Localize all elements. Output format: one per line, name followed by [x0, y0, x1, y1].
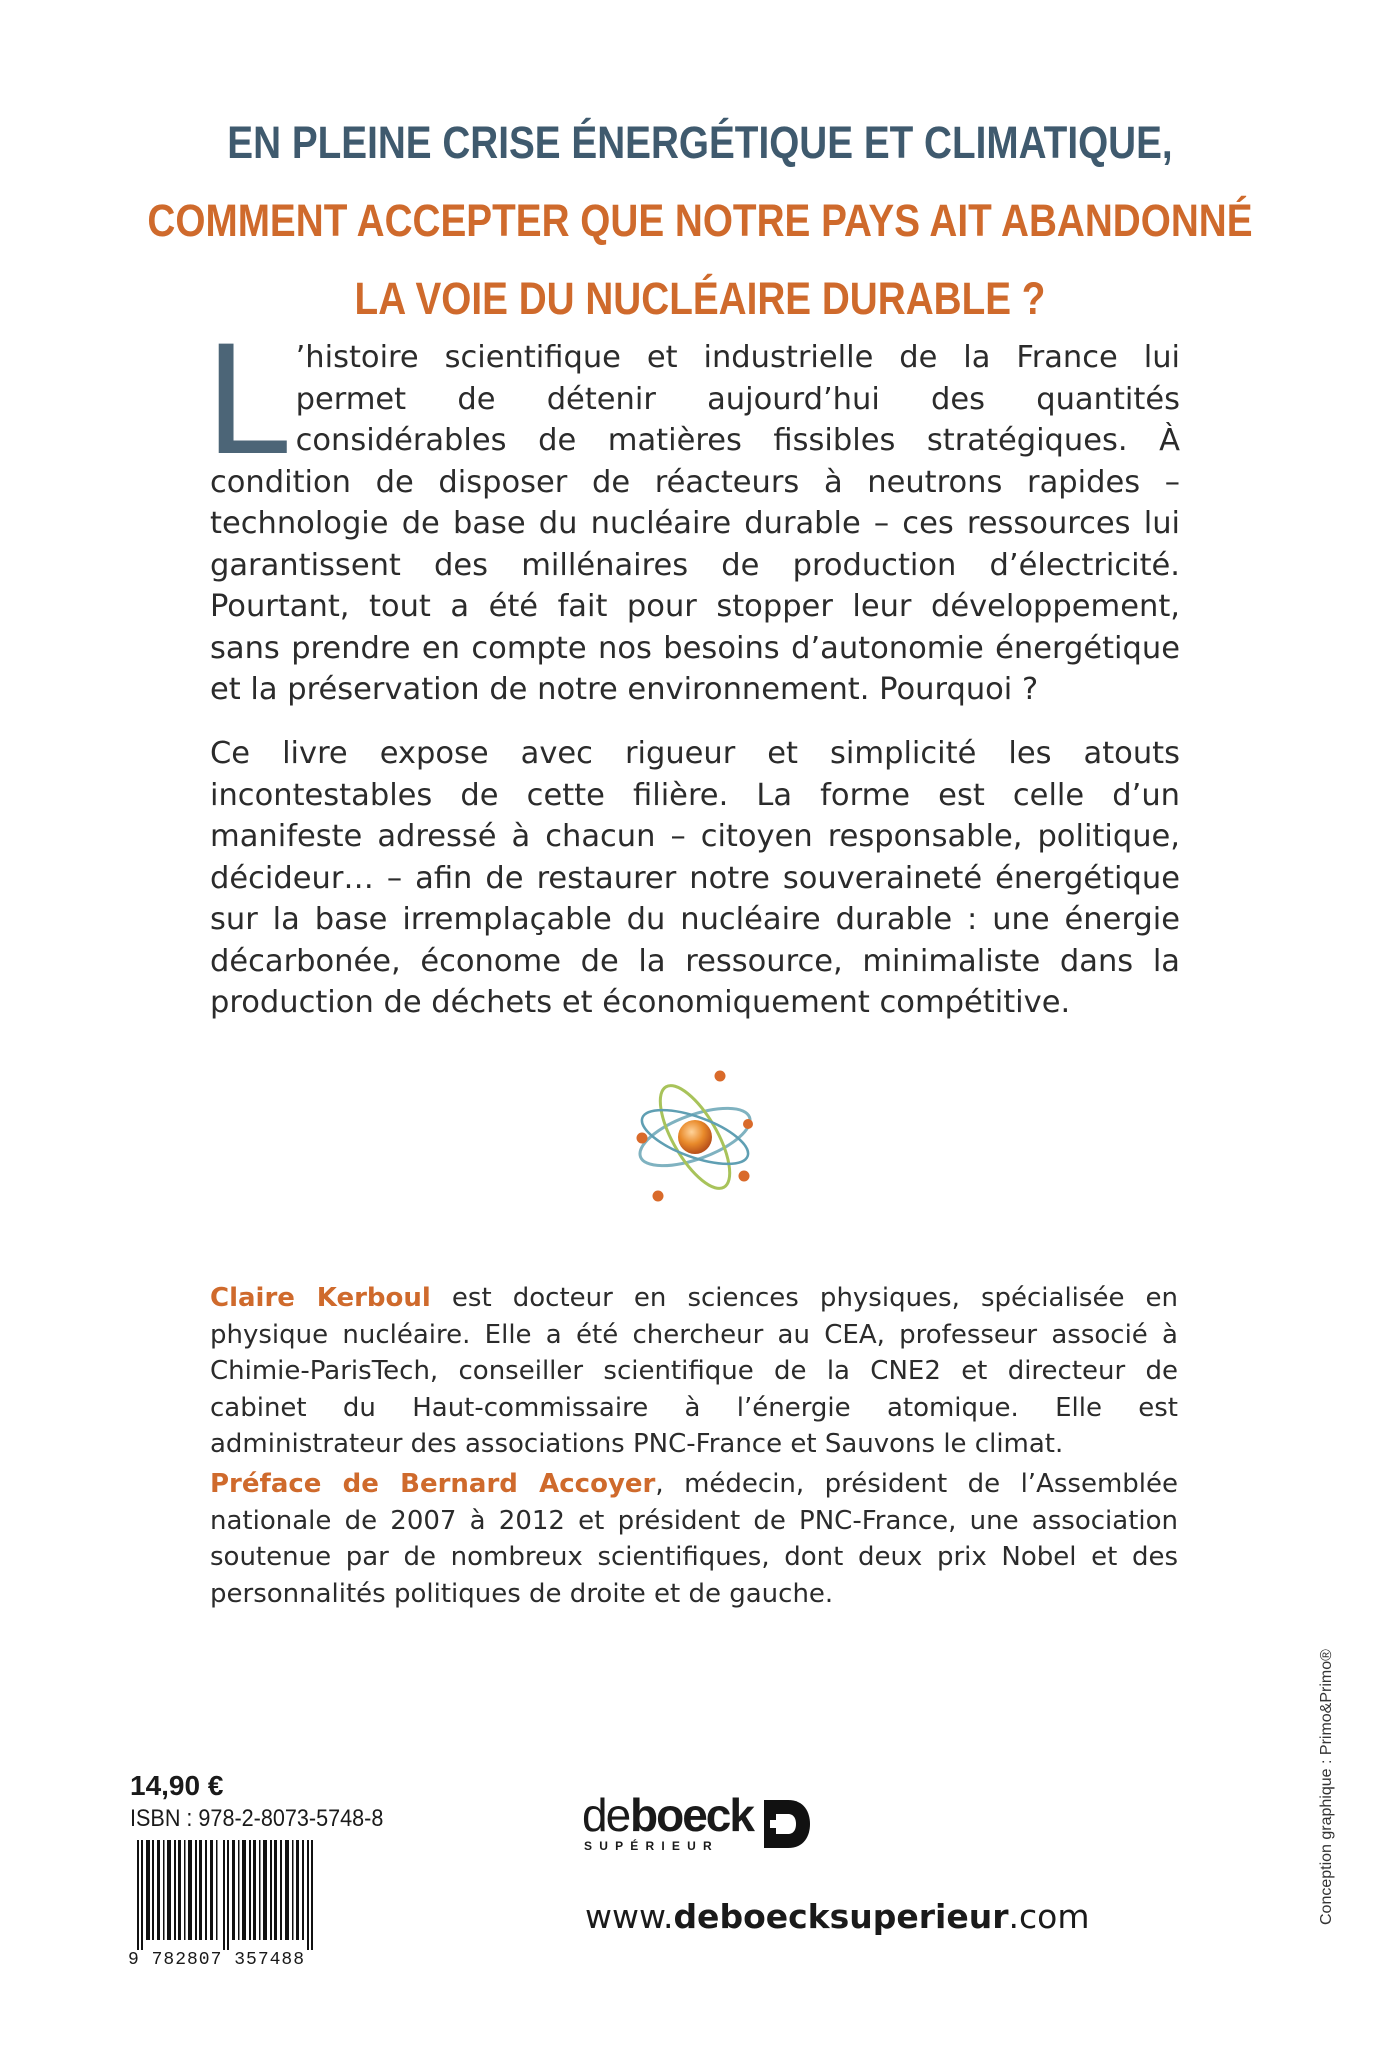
- author-bio-text: est docteur en sciences physiques, spécialisée en physique nucléaire. Elle a été chercheur au CEA, professeur associé à Chimie-ParisTech, conseiller scientifique de la CNE2 et directeur de cabinet du Haut-commissaire à l’énergie atomique. Elle est administrateur des associations PNC-France et Sauvons le climat.: [210, 1283, 1178, 1459]
- headline: [98, 104, 1302, 338]
- paragraph-1-text: ’histoire scientifique et industrielle de la France lui permet de détenir aujourd’hui des quantités considérables de matières fissibles stratégiques. À condition de disposer de réacteurs à neutrons rapides – technologie de base du nucléaire durable – ces ressources lui garantissent des millénaires de production d’électricité. Pourtant, tout a été fait pour stopper leur développement, sans prendre en compte nos besoins d’autonomie énergétique et la préservation de notre environnement. Pourquoi ?: [210, 340, 1180, 707]
- headline-line-3: LA VOIE DU NUCLÉAIRE DURABLE ?: [354, 273, 1046, 324]
- publisher-url[interactable]: [585, 1897, 1089, 1936]
- author-name: Claire Kerboul: [210, 1283, 431, 1313]
- design-credit: Conception graphique : Primo&Primo®: [1318, 1649, 1335, 1925]
- paragraph-2: [210, 733, 1180, 1024]
- atom-icon: [632, 1064, 758, 1210]
- preface-note: [210, 1466, 1178, 1612]
- paragraph-2-text: Ce livre expose avec rigueur et simplicité les atouts incontestables de cette filière. La forme est celle d’un manifeste adressé à chacun – citoyen responsable, politique, décideur… – afin de restaurer notre souveraineté énergétique sur la base irremplaçable du nucléaire durable : une énergie décarbonée, économe de la ressource, minimaliste dans la production de déchets et économiquement compétitive.: [210, 736, 1180, 1020]
- paragraph-1: [204, 315, 1180, 711]
- preface-name: Préface de Bernard Accoyer: [210, 1469, 656, 1499]
- logo-de: de: [582, 1789, 630, 1841]
- url-prefix: www.: [585, 1897, 674, 1936]
- publisher-mark-icon: [758, 1796, 814, 1852]
- barcode-digits: 9 782807 357488: [128, 1950, 306, 1970]
- preface-text: , médecin, président de l’Assemblée nationale de 2007 à 2012 et président de PNC-France, une association soutenue par de nombreux scientifiques, dont deux prix Nobel et des personnalités politiques de droite et de gauche.: [210, 1469, 1178, 1609]
- author-bio: [210, 1280, 1178, 1463]
- publisher-logo: [582, 1789, 814, 1853]
- barcode: [131, 1840, 325, 1950]
- drop-cap: L: [204, 315, 288, 489]
- isbn: ISBN : 978-2-8073-5748-8: [130, 1805, 384, 1832]
- logo-subtitle: SUPÉRIEUR: [584, 1839, 719, 1853]
- price: 14,90 €: [130, 1770, 224, 1801]
- headline-line-1: EN PLEINE CRISE ÉNERGÉTIQUE ET CLIMATIQUE,: [227, 117, 1173, 168]
- logo-boeck: boeck: [630, 1789, 753, 1841]
- url-domain: deboecksuperieur: [673, 1897, 1009, 1936]
- headline-line-2: COMMENT ACCEPTER QUE NOTRE PAYS AIT ABANDONNÉ: [147, 195, 1253, 246]
- url-suffix: .com: [1008, 1897, 1090, 1936]
